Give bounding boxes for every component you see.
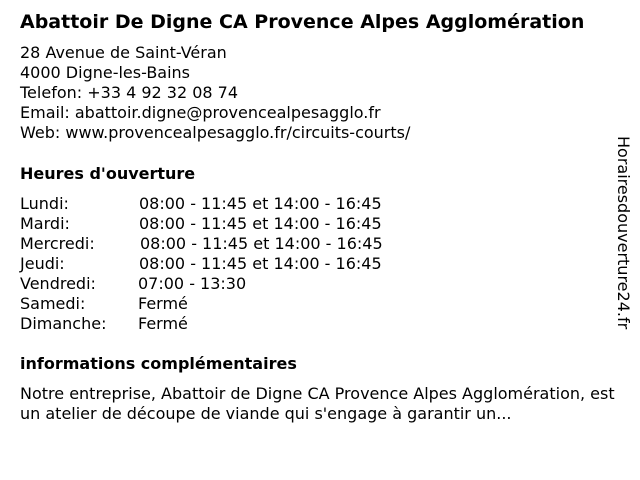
website-text: Web: www.provencealpesagglo.fr/circuits-courts/ [20, 123, 411, 142]
business-description: Notre entreprise, Abattoir de Digne CA Provence Alpes Agglomération, est un atelier de découpe de viande qui s'engage à garantir un... [20, 384, 615, 423]
hours-value: 07:00 - 13:30 [138, 274, 247, 293]
day-label: Mardi: [20, 214, 70, 233]
hours-value: 08:00 - 11:45 et 14:00 - 16:45 [139, 214, 382, 233]
hours-value: 08:00 - 11:45 et 14:00 - 16:45 [140, 234, 383, 253]
hours-value: 08:00 - 11:45 et 14:00 - 16:45 [139, 194, 382, 213]
hours-value: Fermé [138, 314, 188, 333]
hours-value: Fermé [138, 294, 188, 313]
site-watermark: Horairesdouverture24.fr [614, 136, 633, 330]
opening-hours-heading: Heures d'ouverture [20, 164, 196, 183]
hours-value: 08:00 - 11:45 et 14:00 - 16:45 [139, 254, 382, 273]
address-street: 28 Avenue de Saint-Véran [20, 43, 227, 62]
day-label: Mercredi: [20, 234, 95, 253]
contact-block [20, 43, 410, 143]
address-city: 4000 Digne-les-Bains [20, 63, 191, 82]
day-label: Lundi: [20, 194, 69, 213]
day-label: Jeudi: [20, 254, 65, 273]
phone-text: Telefon: +33 4 92 32 08 74 [20, 83, 239, 102]
day-label: Dimanche: [20, 314, 107, 333]
business-title: Abattoir De Digne CA Provence Alpes Agglomération [20, 11, 585, 33]
additional-info-heading: informations complémentaires [20, 354, 297, 373]
day-label: Vendredi: [20, 274, 96, 293]
email-text: Email: abattoir.digne@provencealpesagglo.fr [20, 103, 381, 122]
day-label: Samedi: [20, 294, 86, 313]
